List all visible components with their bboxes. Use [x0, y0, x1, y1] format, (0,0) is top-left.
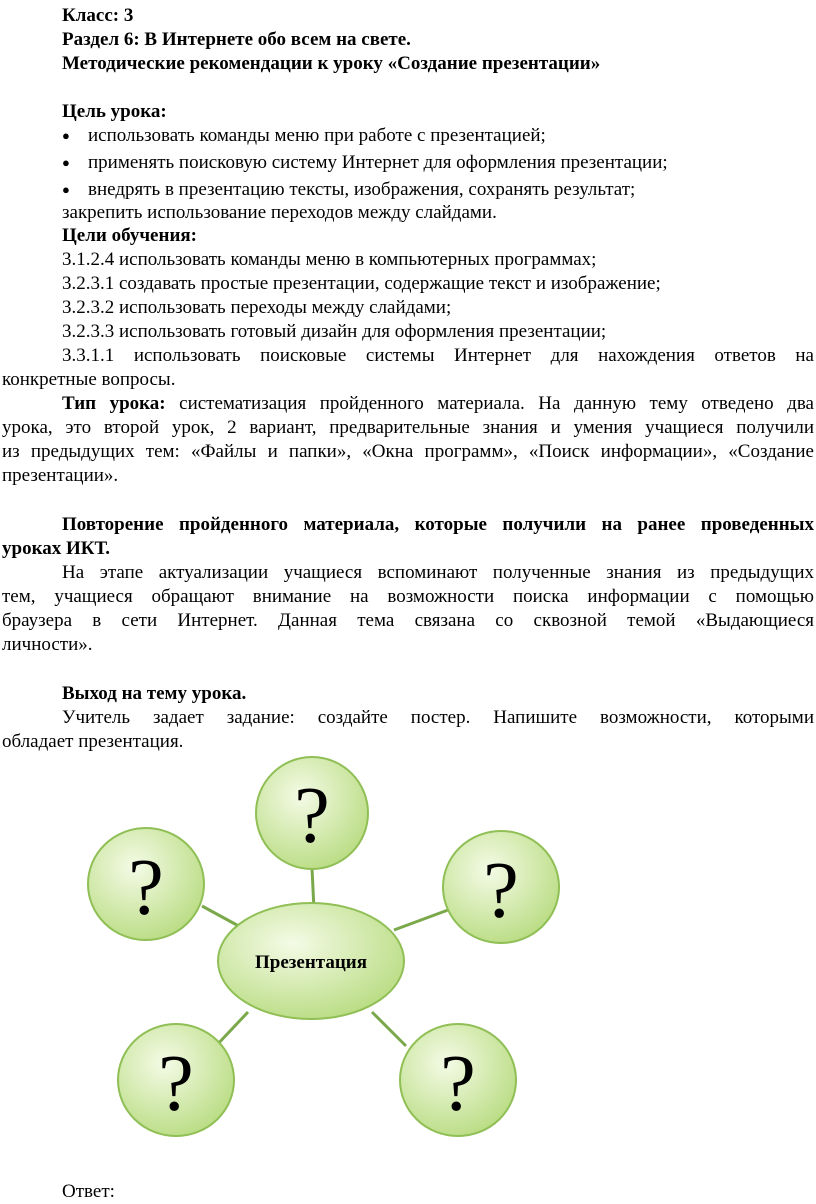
objective-item-last-line2: конкретные вопросы. — [2, 369, 176, 390]
objective-item-last-line1: 3.3.1.1 использовать поисковые системы Интернет для нахождения ответов на — [62, 345, 814, 366]
lesson-type-line4: презентации». — [2, 465, 119, 486]
presentation-mind-map — [0, 740, 816, 1160]
goal-bullet: внедрять в презентацию тексты, изображения, сохранять результат; — [88, 179, 636, 200]
question-mark: ? — [158, 1040, 194, 1128]
question-mark: ? — [440, 1040, 476, 1128]
lesson-type-line3: из предыдущих тем: «Файлы и папки», «Окна программ», «Поиск информации», «Создание — [2, 441, 814, 462]
goal-bullet: применять поисковую систему Интернет для оформления презентации; — [88, 152, 668, 173]
objective-item: 3.1.2.4 использовать команды меню в компьютерных программах; — [62, 249, 597, 270]
connector-right — [394, 910, 448, 930]
objectives-heading: Цели обучения: — [62, 225, 197, 246]
center-node — [218, 903, 404, 1019]
question-mark: ? — [483, 847, 519, 935]
lesson-type-line1 — [62, 392, 814, 416]
lesson-type-text: систематизация пройденного материала. На данную тему отведено два — [165, 393, 814, 414]
repetition-line2: тем, учащиеся обращают внимание на возможности поиска информации с помощью — [2, 586, 814, 607]
question-node-bottom-right — [400, 1024, 516, 1136]
bullet-icon: ● — [62, 128, 70, 143]
repetition-line3: браузера в сети Интернет. Данная тема связана со сквозной темой «Выдающиеся — [2, 610, 814, 631]
question-node-left — [88, 828, 204, 940]
exit-line2: обладает презентация. — [2, 731, 184, 752]
lesson-type-label: Тип урока: — [62, 393, 166, 414]
question-mark: ? — [128, 844, 164, 932]
class-line: Класс: 3 — [62, 5, 134, 26]
question-mark: ? — [294, 772, 330, 860]
goal-after-bullets: закрепить использование переходов между слайдами. — [62, 202, 497, 223]
repetition-heading-line2: уроках ИКТ. — [2, 538, 111, 559]
center-label: Презентация — [254, 952, 368, 973]
repetition-line4: личности». — [2, 634, 93, 655]
objective-item: 3.2.3.2 использовать переходы между слайдами; — [62, 297, 452, 318]
answer-label: Ответ: — [62, 1181, 115, 1202]
goal-heading: Цель урока: — [62, 101, 167, 122]
section-line: Раздел 6: В Интернете обо всем на свете. — [62, 29, 411, 50]
question-node-top — [256, 757, 368, 869]
repetition-line1: На этапе актуализации учащиеся вспоминают полученные знания из предыдущих — [62, 562, 814, 583]
objective-item: 3.2.3.3 использовать готовый дизайн для оформления презентации; — [62, 321, 607, 342]
connector-bottom-right — [372, 1012, 406, 1046]
exit-heading: Выход на тему урока. — [62, 683, 247, 704]
exit-line1: Учитель задает задание: создайте постер. Напишите возможности, которыми — [62, 707, 814, 728]
lesson-type-line2: урока, это второй урок, 2 вариант, предварительные знания и умения учащиеся получили — [2, 417, 814, 438]
goal-bullet: использовать команды меню при работе с презентацией; — [88, 125, 546, 146]
repetition-heading-line1: Повторение пройденного материала, которые получили на ранее проведенных — [62, 514, 814, 535]
question-node-right — [443, 831, 559, 943]
objective-item: 3.2.3.1 создавать простые презентации, содержащие текст и изображение; — [62, 273, 661, 294]
bullet-icon: ● — [62, 155, 70, 170]
bullet-icon: ● — [62, 182, 70, 197]
question-node-bottom-left — [118, 1024, 234, 1136]
method-title: Методические рекомендации к уроку «Создание презентации» — [62, 53, 601, 74]
